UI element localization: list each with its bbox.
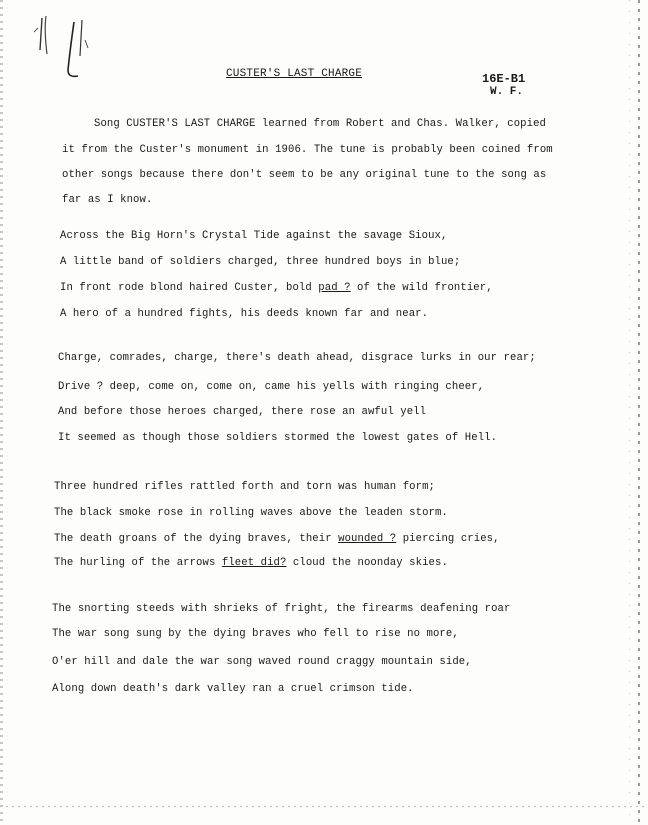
verse-line: Across the Big Horn's Crystal Tide against the savage Sioux, (60, 230, 448, 242)
verse-line: A hero of a hundred fights, his deeds known far and near. (60, 308, 429, 320)
intro-line: other songs because there don't seem to be any original tune to the song as (62, 169, 547, 181)
verse-line: Along down death's dark valley ran a cruel crimson tide. (52, 683, 414, 695)
verse-line: The death groans of the dying braves, their wounded ? piercing cries, (54, 533, 500, 545)
intro-line: it from the Custer's monument in 1906. The tune is probably been coined from (62, 144, 553, 156)
verse-line: The black smoke rose in rolling waves above the leaden storm. (54, 507, 448, 519)
verse-line: Three hundred rifles rattled forth and torn was human form; (54, 481, 435, 493)
scan-edge-bottom (0, 806, 648, 807)
verse-line: A little band of soldiers charged, three hundred boys in blue; (60, 256, 461, 268)
verse-line: Charge, comrades, charge, there's death ahead, disgrace lurks in our rear; (58, 352, 536, 364)
verse-line: The hurling of the arrows fleet did? cloud the noonday skies. (54, 557, 448, 569)
verse-line: In front rode blond haired Custer, bold pad ? of the wild frontier, (60, 282, 493, 294)
handwritten-mark-icon (30, 10, 100, 90)
scan-edge-right-faint (629, 0, 630, 825)
reference-code: 16E-B1 (482, 72, 526, 86)
intro-line: Song CUSTER'S LAST CHARGE learned from Robert and Chas. Walker, copied (94, 118, 547, 130)
verse-line: Drive ? deep, come on, come on, came his yells with ringing cheer, (58, 381, 485, 393)
verse-line: It seemed as though those soldiers stormed the lowest gates of Hell. (58, 432, 498, 444)
intro-line: far as I know. (62, 194, 153, 206)
scan-edge-right (638, 0, 640, 825)
verse-line: The snorting steeds with shrieks of fright, the firearms deafening roar (52, 603, 511, 615)
verse-line: And before those heroes charged, there rose an awful yell (58, 406, 427, 418)
author-initials: W. F. (490, 86, 524, 98)
verse-line: O'er hill and dale the war song waved round craggy mountain side, (52, 656, 472, 668)
verse-line: The war song sung by the dying braves who fell to rise no more, (52, 628, 459, 640)
scan-edge-left (0, 0, 3, 825)
document-title: CUSTER'S LAST CHARGE (226, 68, 363, 80)
